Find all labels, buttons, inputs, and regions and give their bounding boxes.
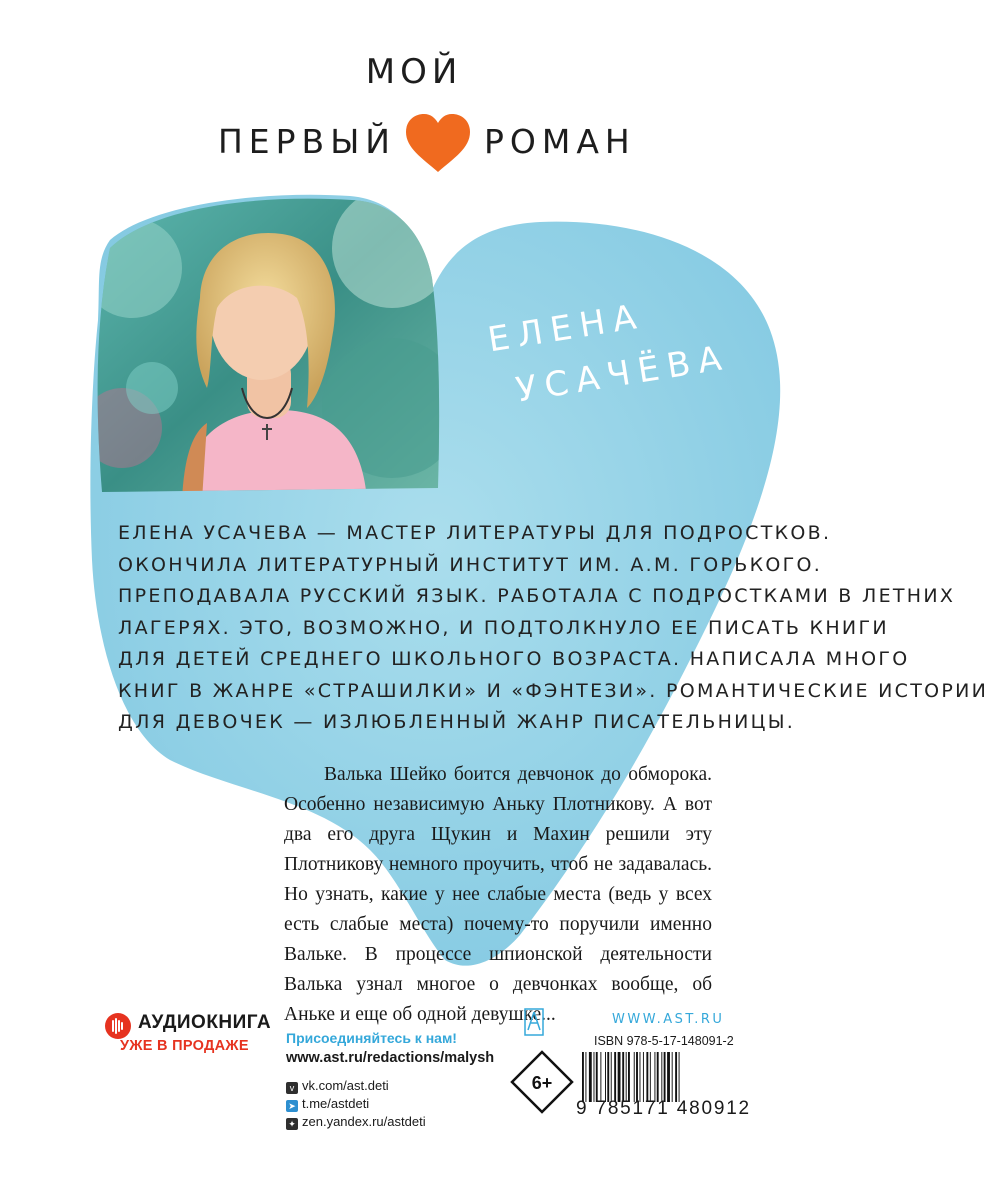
barcode-bar: [585, 1052, 586, 1102]
bio-line: ПРЕПОДАВАЛА РУССКИЙ ЯЗЫК. РАБОТАЛА С ПОДРОСТКАМИ В ЛЕТНИХ: [118, 585, 956, 607]
series-title-line1: МОЙ: [365, 52, 463, 92]
book-annotation: [284, 760, 712, 1030]
social-link-vk[interactable]: [286, 1078, 389, 1094]
barcode-bar: [607, 1052, 609, 1102]
barcode-bar: [675, 1052, 677, 1102]
author-bio: [118, 518, 988, 739]
bio-line: КНИГ В ЖАНРЕ «СТРАШИЛКИ» И «ФЭНТЕЗИ». РОМАНТИЧЕСКИЕ ИСТОРИИ: [118, 679, 988, 702]
bio-line: ЕЛЕНА УСАЧЕВА — МАСТЕР ЛИТЕРАТУРЫ ДЛЯ ПОДРОСТКОВ.: [118, 522, 832, 544]
annotation-text: Валька Шейко боится девчонок до обморока. Особенно независимую Аньку Плотникову. А вот два его друга Щукин и Махин решили эту Плотникову немного проучить, чтоб не задавалась. Но узнать, какие у нее слабые места (ведь у всех есть слабые места) почему-то поручили именно Вальке. В процессе шпионской деятельности Валька узнал многое о девчонках вообще, об Аньке и еще об одной девушке...: [284, 764, 712, 1025]
barcode-bar: [605, 1052, 606, 1102]
barcode-bar: [643, 1052, 644, 1102]
join-us-text: Присоединяйтесь к нам!: [286, 1030, 457, 1046]
barcode-bar: [582, 1052, 584, 1102]
bio-line: ДЛЯ ДЕВОЧЕК — ИЗЛЮБЛЕННЫЙ ЖАНР ПИСАТЕЛЬНИЦЫ.: [118, 711, 796, 733]
ast-logo-icon: [524, 1008, 544, 1036]
social-link-text[interactable]: t.me/astdeti: [302, 1096, 370, 1111]
social-link-zen[interactable]: [286, 1114, 426, 1130]
isbn-text: ISBN 978-5-17-148091-2: [594, 1034, 734, 1048]
barcode-bar: [679, 1052, 680, 1102]
barcode-bar: [628, 1052, 630, 1102]
series-title-row: [0, 112, 828, 172]
publisher-link[interactable]: www.ast.ru/redactions/malysh: [286, 1050, 495, 1066]
zen-icon: ✦: [286, 1118, 298, 1130]
barcode-bar: [636, 1052, 638, 1102]
bio-line: ОКОНЧИЛА ЛИТЕРАТУРНЫЙ ИНСТИТУТ ИМ. А.М. ГОРЬКОГО.: [118, 553, 823, 576]
series-title-left: ПЕРВЫЙ: [217, 122, 396, 161]
barcode-bar: [626, 1052, 627, 1102]
barcode-bar: [646, 1052, 648, 1102]
barcode-bar: [650, 1052, 651, 1102]
author-photo: [92, 188, 442, 500]
barcode-bar: [664, 1052, 666, 1102]
vk-icon: v: [286, 1082, 298, 1094]
publisher-site[interactable]: WWW.AST.RU: [612, 1012, 725, 1027]
barcode-digits: 9 785171 480912: [576, 1098, 751, 1119]
barcode-bar: [614, 1052, 616, 1102]
author-last-name: УСАЧЁВА: [513, 337, 732, 411]
barcode-bar: [672, 1052, 673, 1102]
audiobook-icon: [104, 1012, 132, 1040]
age-rating-badge: [510, 1050, 574, 1114]
bio-line: ДЛЯ ДЕТЕЙ СРЕДНЕГО ШКОЛЬНОГО ВОЗРАСТА. НАПИСАЛА МНОГО: [118, 648, 910, 670]
barcode-bar: [600, 1052, 601, 1102]
barcode-bar: [640, 1052, 641, 1102]
barcode-bar: [596, 1052, 598, 1102]
audiobook-subtitle: УЖЕ В ПРОДАЖЕ: [120, 1038, 249, 1054]
barcode-bar: [661, 1052, 662, 1102]
series-title-right: РОМАН: [484, 122, 636, 161]
social-link-telegram[interactable]: [286, 1096, 369, 1112]
barcode-bar: [657, 1052, 659, 1102]
barcode-bar: [667, 1052, 670, 1102]
social-link-text[interactable]: zen.yandex.ru/astdeti: [302, 1114, 426, 1129]
barcode-bar: [618, 1052, 621, 1102]
age-rating-text: 6+: [531, 1073, 553, 1093]
heart-icon: [402, 112, 474, 176]
barcode: [580, 1052, 714, 1102]
barcode-bar: [589, 1052, 592, 1102]
barcode-bar: [634, 1052, 635, 1102]
telegram-icon: ➤: [286, 1100, 298, 1112]
audiobook-title: АУДИОКНИГА: [138, 1012, 272, 1033]
barcode-bar: [611, 1052, 612, 1102]
barcode-bar: [622, 1052, 624, 1102]
bio-line: ЛАГЕРЯХ. ЭТО, ВОЗМОЖНО, И ПОДТОЛКНУЛО ЕЕ ПИСАТЬ КНИГИ: [118, 616, 889, 639]
social-link-text[interactable]: vk.com/ast.deti: [302, 1078, 389, 1093]
author-first-name: ЕЛЕНА: [485, 296, 647, 361]
barcode-bar: [594, 1052, 595, 1102]
barcode-bar: [654, 1052, 655, 1102]
